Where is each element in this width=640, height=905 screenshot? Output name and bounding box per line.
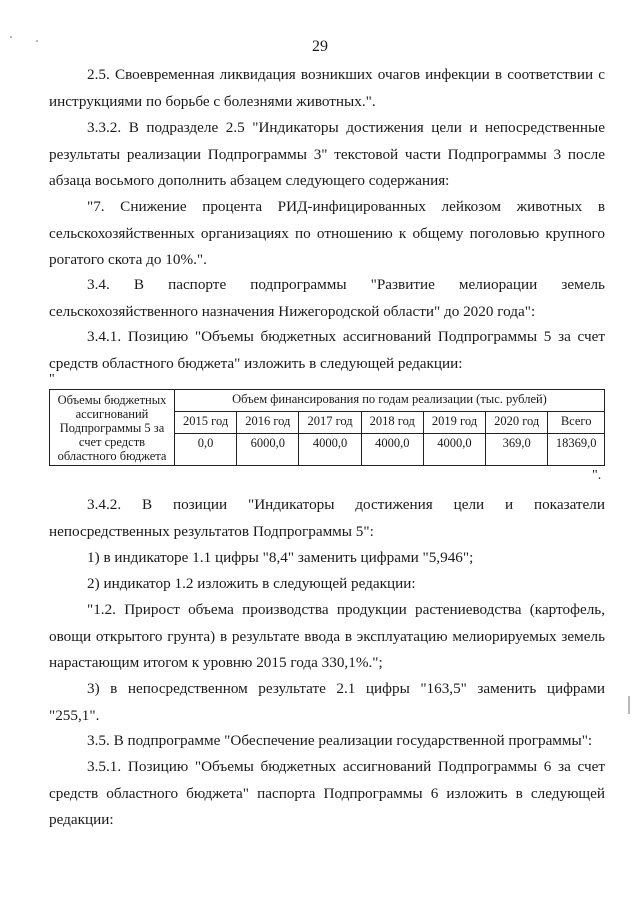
scan-speck (36, 40, 38, 42)
table-header: Объем финансирования по годам реализации (тыс. рублей) (175, 390, 605, 412)
table-col-2019: 2019 год (423, 412, 485, 434)
paragraph-item-2: 2) индикатор 1.2 изложить в следующей редакции: (87, 575, 416, 592)
page-number: 29 (312, 38, 328, 55)
table-value-2019: 4000,0 (423, 434, 485, 466)
table-col-2020: 2020 год (486, 412, 548, 434)
table-col-2017: 2017 год (299, 412, 361, 434)
paragraph-3-5: 3.5. В подпрограмме "Обеспечение реализации государственной программы": (87, 732, 593, 749)
table-value-2018: 4000,0 (361, 434, 423, 466)
paragraph-item-1: 1) в индикаторе 1.1 цифры "8,4" заменить цифрами "5,946"; (87, 549, 474, 566)
quote-open: " (49, 372, 55, 387)
paragraph-quote-7: "7. Снижение процента РИД-инфицированных лейкозом животных в сельскохозяйственных организациях по отношению к общему поголовью крупного рогатого скота до 10%.". (49, 198, 605, 268)
financing-table (49, 389, 605, 466)
table-value-2016: 6000,0 (237, 434, 299, 466)
paragraph-3-4-1: 3.4.1. Позицию "Объемы бюджетных ассигнований Подпрограммы 5 за счет средств областного бюджета" изложить в следующей редакции: (49, 328, 605, 372)
paragraph-3-4-2: 3.4.2. В позиции "Индикаторы достижения цели и показатели непосредственных результатов Подпрограммы 5": (49, 496, 605, 540)
paragraph-3-3-2: 3.3.2. В подразделе 2.5 "Индикаторы достижения цели и непосредственные результаты реализации Подпрограммы 3" текстовой части Подпрограммы 3 после абзаца восьмого дополнить абзацем следующего содержания: (49, 119, 605, 189)
table-value-2015: 0,0 (175, 434, 237, 466)
scan-mark (628, 696, 630, 714)
table-row-label: Объемы бюджетных ассигнований Подпрограммы 5 за счет средств областного бюджета (50, 390, 175, 466)
table-value-2017: 4000,0 (299, 434, 361, 466)
paragraph-3-5-1: 3.5.1. Позицию "Объемы бюджетных ассигнований Подпрограммы 6 за счет средств областного бюджета" паспорта Подпрограммы 6 изложить в следующей редакции: (49, 758, 605, 828)
table-col-2018: 2018 год (361, 412, 423, 434)
table-value-2020: 369,0 (486, 434, 548, 466)
paragraph-3-4: 3.4. В паспорте подпрограммы "Развитие мелиорации земель сельскохозяйственного назначения Нижегородской области" до 2020 года": (49, 276, 605, 320)
table-col-2016: 2016 год (237, 412, 299, 434)
paragraph-quote-1-2: "1.2. Прирост объема производства продукции растениеводства (картофель, овощи открытого грунта) в результате ввода в эксплуатацию мелиорируемых земель нарастающим итогом к уровню 2015 года 330,1%."; (49, 601, 605, 671)
table-value-total: 18369,0 (548, 434, 605, 466)
table-col-total: Всего (548, 412, 605, 434)
table-col-2015: 2015 год (175, 412, 237, 434)
quote-close: ". (592, 468, 602, 483)
paragraph-2-5: 2.5. Своевременная ликвидация возникших очагов инфекции в соответствии с инструкциями по борьбе с болезнями животных.". (49, 66, 605, 110)
paragraph-item-3: 3) в непосредственном результате 2.1 цифры "163,5" заменить цифрами "255,1". (49, 680, 605, 724)
scan-speck (10, 36, 12, 38)
